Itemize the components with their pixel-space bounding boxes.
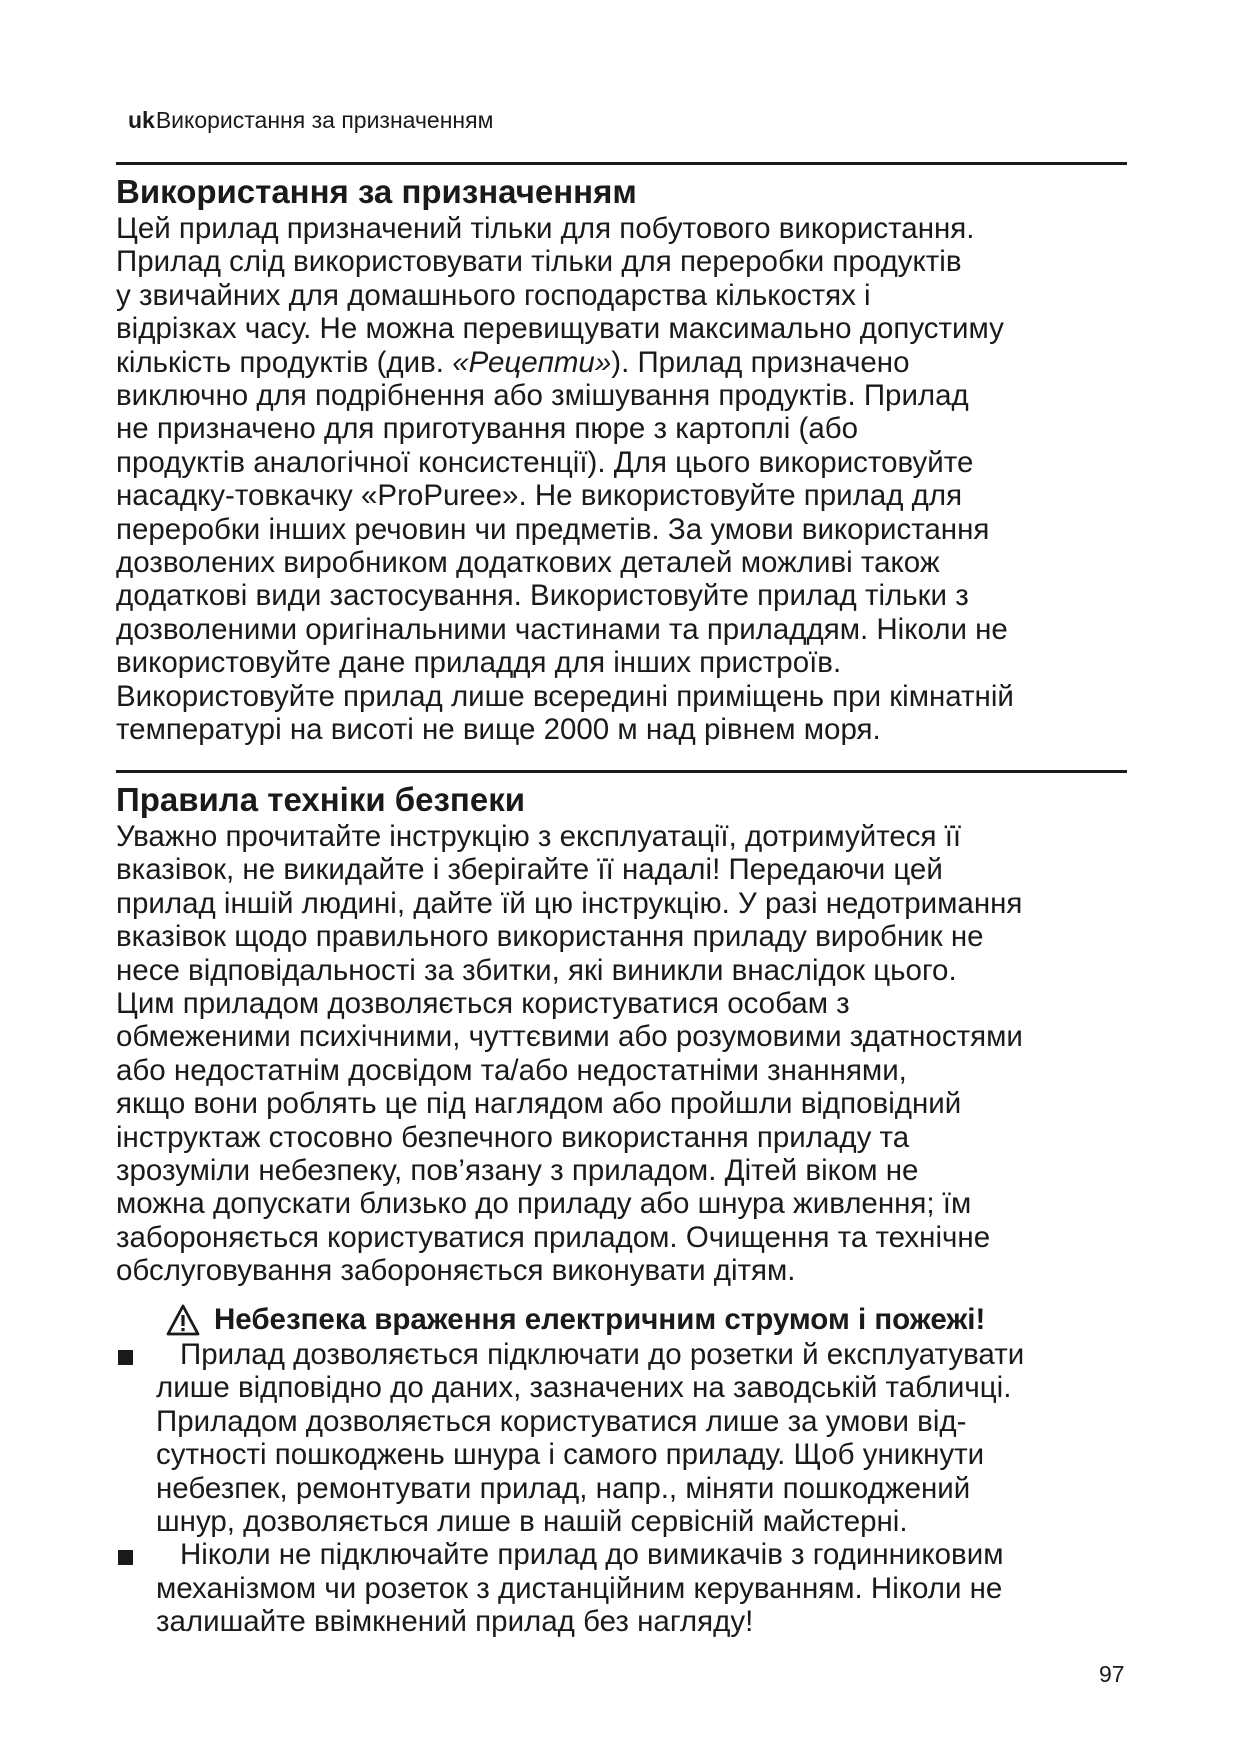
text-line: використовуйте дане приладдя для інших пристроїв. [116,646,842,680]
text-line: дозволених виробником додаткових деталей можливі також [116,546,940,580]
text-line: забороняється користуватися приладом. Очищення та технічне [116,1220,991,1254]
text-line: якщо вони роблять це під наглядом або пройшли відповідний [116,1087,962,1121]
text-line: механізмом чи розеток з дистанційним керуванням. Ніколи не [156,1571,1003,1605]
section-title: Використання за призначенням [116,173,637,210]
text-line: кількість продуктів (див. «Рецепти»). Прилад призначено [116,345,910,379]
text-line: Уважно прочитайте інструкцію з експлуатації, дотримуйтеся її [116,820,962,853]
text-line: не призначено для приготування пюре з картоплі (або [116,412,859,446]
warning-triangle-icon [166,1304,200,1336]
list-item-text [156,1338,1146,1538]
text-line: Прилад слід використовувати тільки для переробки продуктів [116,245,962,279]
text-line: продуктів аналогічної консистенції). Для цього використовуйте [116,445,974,479]
language-code: uk [128,107,155,133]
text-line: Прилад дозволяється підключати до розетки й експлуатувати [180,1338,1025,1371]
text-line: небезпек, ремонтувати прилад, напр., міняти пошкоджений [156,1471,971,1505]
text-line: переробки інших речовин чи предметів. За умови використання [116,512,990,546]
page-number: 97 [1099,1661,1125,1687]
list-item [116,1538,1146,1638]
text-line: зрозуміли небезпеку, пов’язану з приладом. Дітей віком не [116,1154,919,1188]
text-line: температурі на висоті не вище 2000 м над рівнем моря. [116,713,881,747]
text-line: Цим приладом дозволяється користуватися особам з [116,987,850,1021]
text-line: прилад іншій людині, дайте їй цю інструкцію. У разі недотримання [116,886,1023,920]
text-line: Ніколи не підключайте прилад до вимикачів з годинниковим [180,1538,1004,1572]
section-body [116,212,1146,747]
text-line: вказівок щодо правильного використання приладу виробник не [116,920,984,954]
text-line: або недостатнім досвідом та/або недостатніми знаннями, [116,1053,907,1087]
square-bullet-icon [118,1550,133,1565]
list-item [116,1338,1146,1538]
safety-bullet-list [116,1338,1146,1639]
text-line: відрізках часу. Не можна перевищувати максимально допустиму [116,312,1004,346]
section-divider [116,770,1127,773]
section-intended-use [116,172,1146,747]
text-line: вказівок, не викидайте і зберігайте її надалі! Передаючи цей [116,853,943,887]
text-line: обмеженими психічними, чуттєвими або розумовими здатностями [116,1020,1023,1054]
text-line: Використовуйте прилад лише всередині приміщень при кімнатній [116,679,1014,713]
text-line: інструктаж стосовно безпечного використання приладу та [116,1120,910,1154]
running-header [128,106,493,134]
text-line: шнур, дозволяється лише в нашій сервісній майстерні. [156,1505,908,1539]
text-line: сутності пошкоджень шнура і самого приладу. Щоб уникнути [156,1438,985,1472]
section-divider [116,162,1127,165]
text-line: виключно для подрібнення або змішування продуктів. Прилад [116,379,969,413]
text-line: насадку-товкачку «ProPuree». Не використовуйте прилад для [116,479,963,513]
warning-text: Небезпека враження електричним струмом і пожежі! [214,1303,986,1336]
text-line: обслуговування забороняється виконувати дітям. [116,1254,796,1288]
text-line: Цей прилад призначений тільки для побутового використання. [116,212,975,245]
text-line: залишайте ввімкнений прилад без нагляду! [156,1605,754,1639]
running-title: Використання за призначенням [155,107,494,133]
list-item-text [156,1538,1146,1638]
text-line: додаткові види застосування. Використовуйте прилад тільки з [116,579,969,613]
recipes-cross-reference: «Рецепти» [452,345,612,379]
text-line: несе відповідальності за збитки, які виникли внаслідок цього. [116,953,957,987]
section-safety-rules [116,780,1146,1288]
square-bullet-icon [118,1350,133,1365]
section-title: Правила техніки безпеки [116,781,526,818]
text-line: дозволеними оригінальними частинами та приладдям. Ніколи не [116,612,1008,646]
text-line: у звичайних для домашнього господарства кількостях і [116,278,871,312]
text-line: Приладом дозволяється користуватися лише за умови від- [156,1404,967,1438]
text-line: можна допускати близько до приладу або шнура живлення; їм [116,1187,972,1221]
section-body [116,820,1146,1288]
text-line: лише відповідно до даних, зазначених на заводській табличці. [156,1371,1012,1405]
electric-shock-warning [166,1303,985,1337]
